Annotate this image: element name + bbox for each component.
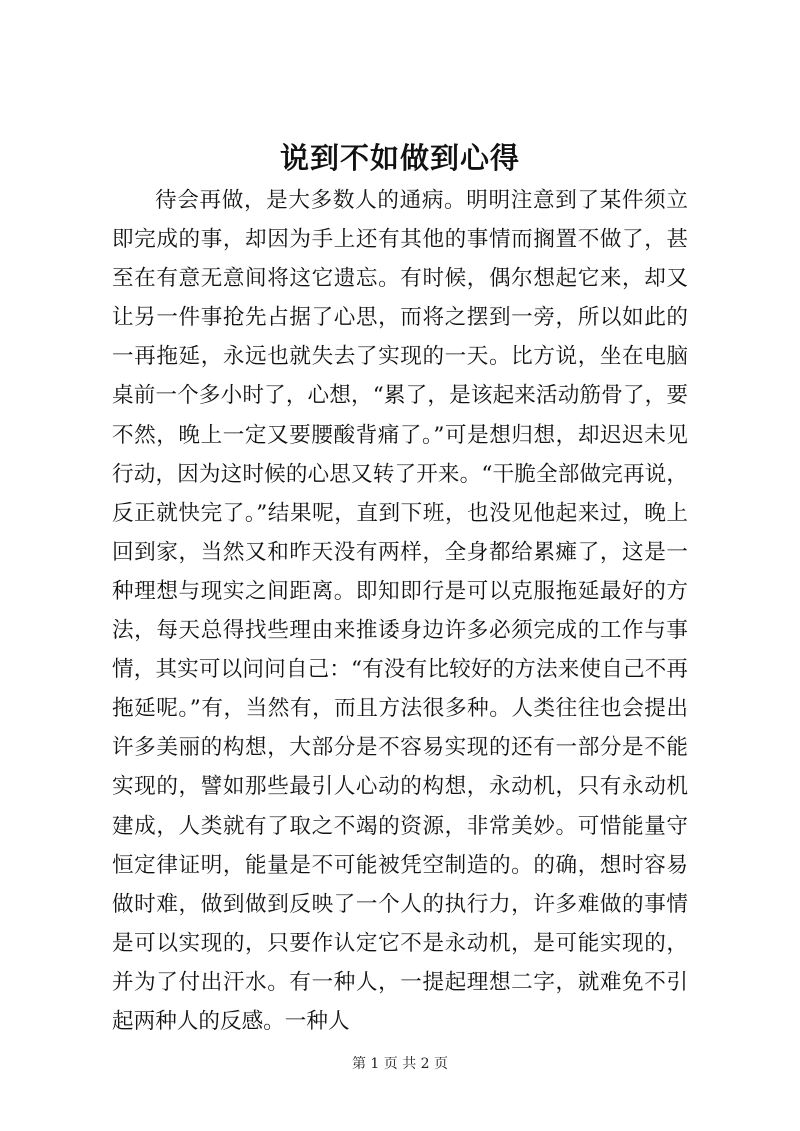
page-footer: 第 1 页 共 2 页 [351,1056,449,1072]
body-paragraph: 待会再做，是大多数人的通病。明明注意到了某件须立即完成的事，却因为手上还有其他的事情而搁置不做了，甚至在有意无意间将这它遗忘。有时候，偶尔想起它来，却又让另一件事抢先占据了心思，而将之摆到一旁，所以如此的一再拖延，永远也就失去了实现的一天。比方说，坐在电脑桌前一个多小时了，心想，“累了，是该起来活动筋骨了，要不然，晚上一定又要腰酸背痛了。”可是想归想，却迟迟未见行动，因为这时候的心思又转了开来。“干脆全部做完再说，反正就快完了。”结果呢，直到下班，也没见他起来过，晚上回到家，当然又和昨天没有两样，全身都给累瘫了，这是一种理想与现实之间距离。即知即行是可以克服拖延最好的方法，每天总得找些理由来推诿身边许多必须完成的工作与事情，其实可以问问自己：“有没有比较好的方法来使自己不再拖延呢。”有，当然有，而且方法很多种。人类往往也会提出许多美丽的构想，大部分是不容易实现的还有一部分是不能实现的，譬如那些最引人心动的构想，永动机，只有永动机建成，人类就有了取之不竭的资源，非常美妙。可惜能量守恒定律证明，能量是不可能被凭空制造的。的确，想时容易做时难，做到做到反映了一个人的执行力，许多难做的事情是可以实现的，只要作认定它不是永动机，是可能实现的，并为了付出汗水。有一种人，一提起理想二字，就难免不引起两种人的反感。一种人 [112,188,688,1034]
page-title: 说到不如做到心得 [279,141,520,175]
